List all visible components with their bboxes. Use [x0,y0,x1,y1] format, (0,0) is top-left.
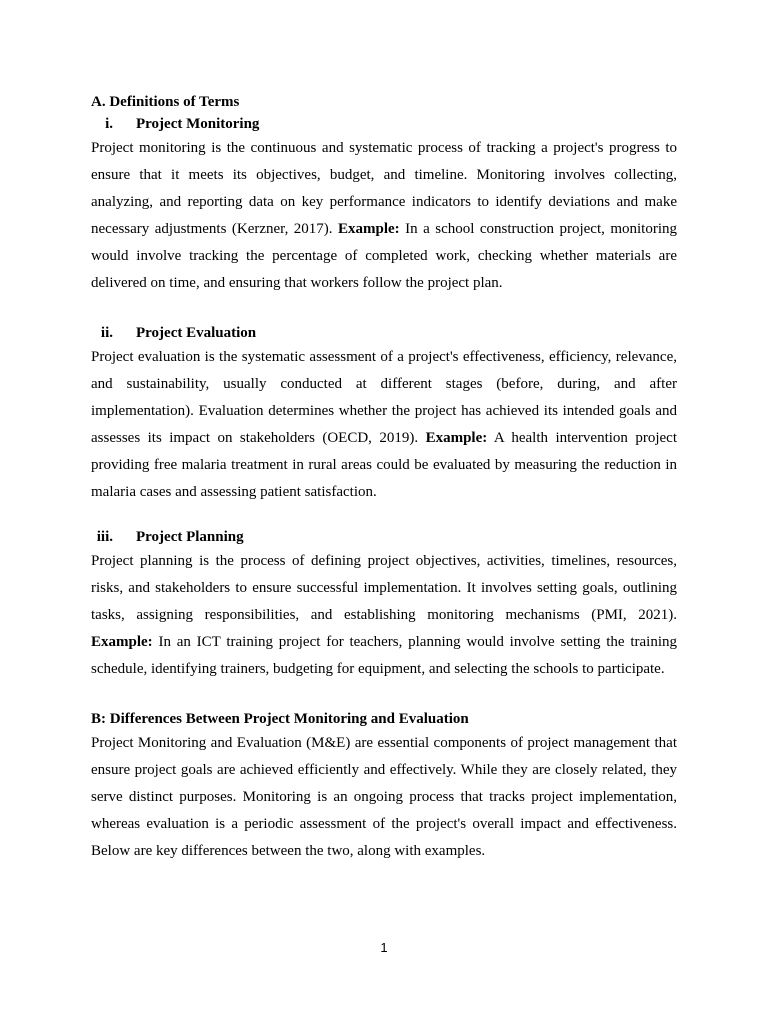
definition-text: Project evaluation is the systematic assessment of a project's effectiveness, efficiency, relevance, and sustainability, usually conducted at different stages (before, during, and after implementation). Evaluation determines whether the project has achieved its intended goals and assesses its impact on stakeholders (OECD, 2019). [91,349,677,446]
item-number: ii. [100,325,113,341]
item-title: Project Monitoring [136,116,260,132]
subheading-project-evaluation [91,322,677,344]
paragraph-project-monitoring [91,135,677,297]
example-text: In an ICT training project for teachers, planning would involve setting the training schedule, identifying trainers, budgeting for equipment, and selecting the schools to participate. [91,634,677,677]
spacer [91,683,677,708]
spacer [91,297,677,322]
section-b [91,708,677,865]
section-b-heading: B: Differences Between Project Monitoring and Evaluation [91,711,469,727]
item-number: i. [105,116,113,132]
paragraph-project-evaluation [91,344,677,506]
example-label: Example: [91,634,153,650]
definition-project-planning [91,526,677,683]
definition-text: Project monitoring is the continuous and systematic process of tracking a project's progress to ensure that it meets its objectives, budget, and timeline. Monitoring involves collecting, analyzing, and reporting data on key performance indicators to identify deviations and make necessary adjustments (Kerzner, 2017). [91,140,677,237]
section-a-heading: A. Definitions of Terms [91,94,240,110]
definition-project-monitoring [91,113,677,297]
example-label: Example: [338,221,400,237]
definition-project-evaluation [91,322,677,506]
subheading-project-planning [91,526,677,548]
document-body [91,91,677,865]
item-number: iii. [96,529,113,545]
item-title: Project Planning [136,529,244,545]
item-title: Project Evaluation [136,325,257,341]
example-label: Example: [425,430,488,446]
page-number: 1 [380,940,388,955]
paragraph-project-planning [91,548,677,683]
spacer [91,506,677,526]
example-text: A health intervention project providing free malaria treatment in rural areas could be evaluated by measuring the reduction in malaria cases and assessing patient satisfaction. [91,430,678,500]
definition-text: Project planning is the process of defining project objectives, activities, timelines, resources, risks, and stakeholders to ensure successful implementation. It involves setting goals, outlining tasks, assigning responsibilities, and establishing monitoring mechanisms (PMI, 2021). [91,553,677,623]
subheading-project-monitoring [91,113,677,135]
paragraph-differences: Project Monitoring and Evaluation (M&E) are essential components of project management that ensure project goals are achieved efficiently and effectively. While they are closely related, they serve distinct purposes. Monitoring is an ongoing process that tracks project implementation, whereas evaluation is a periodic assessment of the project's overall impact and effectiveness. Below are key differences between the two, along with examples. [91,735,677,859]
example-text: In a school construction project, monitoring would involve tracking the percentage of completed work, checking whether materials are delivered on time, and ensuring that workers follow the project plan. [91,221,678,291]
